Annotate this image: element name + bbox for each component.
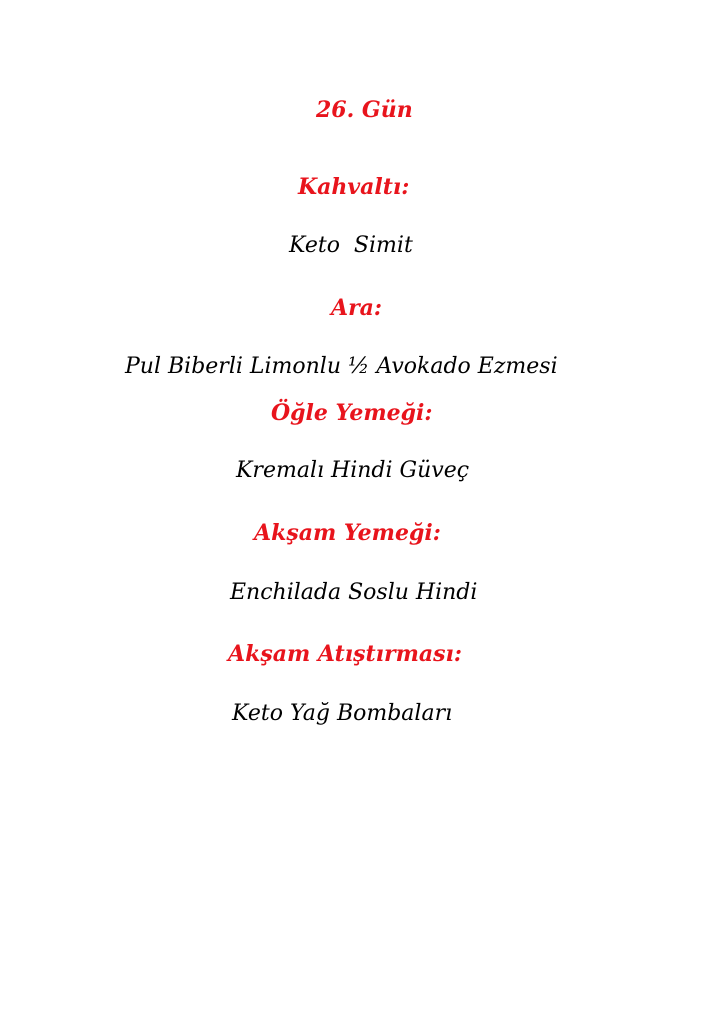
snack-heading: Ara: (331, 295, 383, 321)
evening-snack-item: Keto Yağ Bombaları (232, 701, 453, 726)
dinner-heading: Akşam Yemeği: (254, 520, 441, 546)
breakfast-item: Keto Simit (289, 233, 413, 258)
lunch-heading: Öğle Yemeği: (271, 400, 433, 426)
dinner-item: Enchilada Soslu Hindi (230, 580, 478, 605)
evening-snack-heading: Akşam Atıştırması: (228, 641, 462, 667)
breakfast-heading: Kahvaltı: (298, 174, 410, 200)
day-title: 26. Gün (316, 97, 413, 123)
lunch-item: Kremalı Hindi Güveç (236, 458, 470, 483)
snack-item: Pul Biberli Limonlu ½ Avokado Ezmesi (125, 354, 558, 379)
